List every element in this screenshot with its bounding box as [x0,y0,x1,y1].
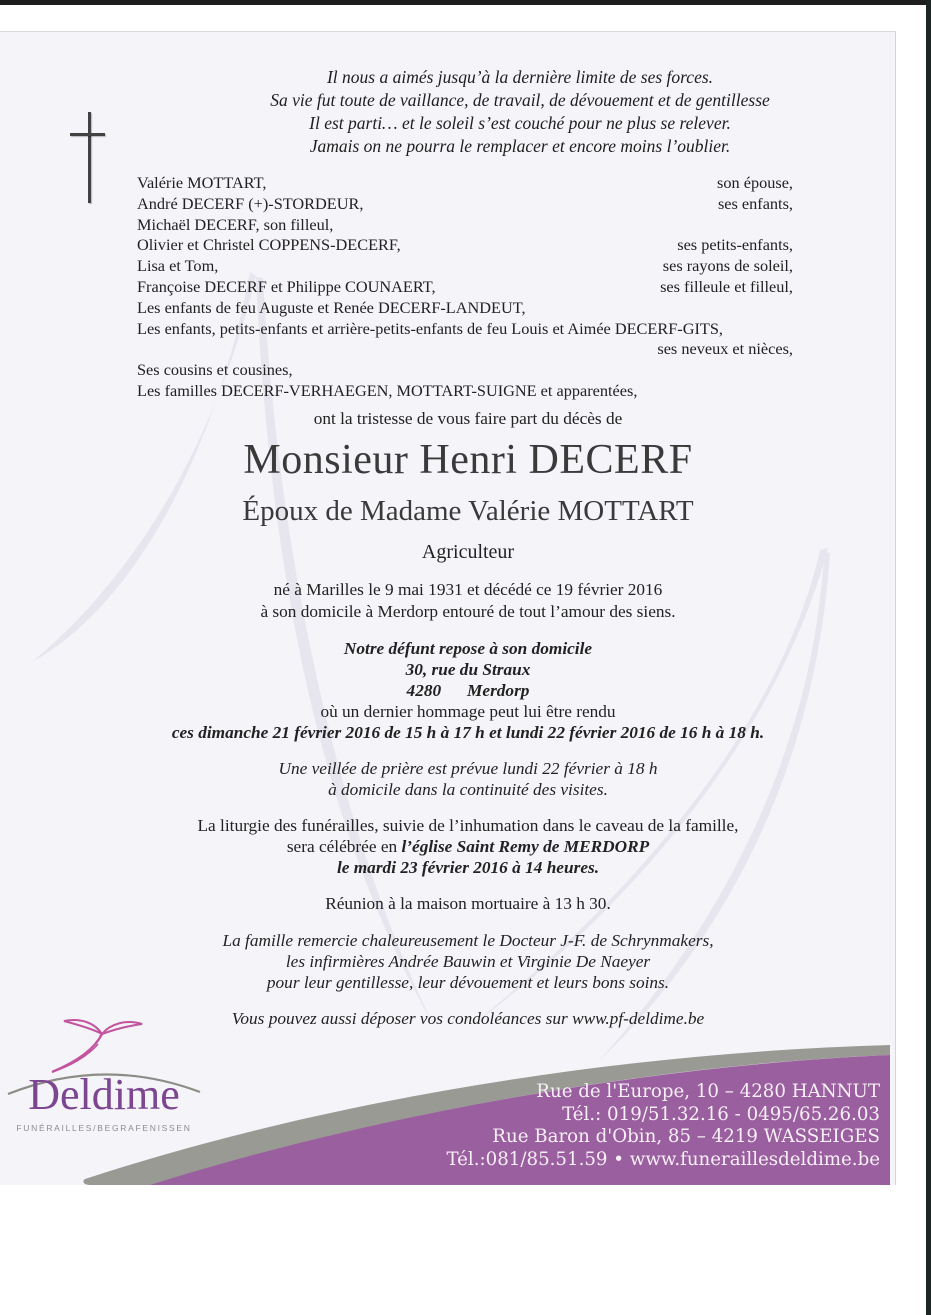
scan-right-edge [926,0,931,1315]
reunion-line: Réunion à la maison mortuaire à 13 h 30. [325,894,611,913]
family-row: Valérie MOTTART, son épouse, [137,173,793,192]
hommage-line: où un dernier hommage peut lui être rendu [320,702,616,721]
logo-name: Deldime [28,1070,180,1119]
family-row: Michaël DECERF, son filleul, [137,214,334,234]
family-row: Les enfants de feu Auguste et Renée DECERF-LANDEUT, [137,297,526,317]
address-line: Rue de l'Europe, 10 – 4280 HANNUT [536,1081,880,1102]
liturgy-date: le mardi 23 février 2016 à 14 heures. [336,858,600,877]
epigraph-line: Il est parti… et le soleil s’est couché pour ne plus se relever. [309,113,731,133]
family-row: Les familles DECERF-VERHAEGEN, MOTTART-SUIGNE et apparentées, [137,380,638,400]
visiting-times: ces dimanche 21 février 2016 de 15 h à 17 h et lundi 22 février 2016 de 16 h à 18 h. [171,723,765,742]
logo-tagline: FUNÉRAILLES/BEGRAFENISSEN [16,1123,192,1133]
family-row: Lisa et Tom, ses rayons de soleil, [137,256,793,276]
repose-address-street: 30, rue du Straux [405,660,531,679]
life-dates-line: né à Marilles le 9 mai 1931 et décédé ce 19 février 2016 [273,580,663,599]
veillee-line2: à domicile dans la continuité des visites. [328,780,608,799]
epigraph [205,66,835,158]
epigraph-line: Jamais on ne pourra le remplacer et encore moins l’oublier. [309,136,731,156]
life-place-line: à son domicile à Merdorp entouré de tout l’amour des siens. [260,602,676,621]
liturgy-line1: La liturgie des funérailles, suivie de l’inhumation dans le caveau de la famille, [197,816,739,835]
address-line: Rue Baron d'Obin, 85 – 4219 WASSEIGES [492,1126,880,1148]
family-row: André DECERF (+)-STORDEUR, ses enfants, [137,193,793,213]
footer-address [390,1081,880,1171]
veillee-line1: Une veillée de prière est prévue lundi 22 février à 18 h [278,759,658,778]
epigraph-line: Sa vie fut toute de vaillance, de travail, de dévouement et de gentillesse [270,90,770,110]
family-list [137,173,793,402]
church-name: l’église Saint Remy de MERDORP [401,837,650,856]
thanks-line1: La famille remercie chaleureusement le Docteur J-F. de Schrynmakers, [222,931,714,950]
family-row: Françoise DECERF et Philippe COUNAERT, ses filleule et filleul, [137,276,793,296]
dove-icon [36,1016,166,1074]
family-row: ses neveux et nièces, [657,339,793,359]
family-row: Olivier et Christel COPPENS-DECERF, ses petits-enfants, [137,235,793,255]
condolences-line: Vous pouvez aussi déposer vos condoléances sur www.pf-deldime.be [231,1009,705,1028]
memorial-card-page [0,31,896,1185]
scan-top-edge [0,0,931,5]
deceased-occupation: Agriculteur [421,541,515,563]
repose-intro: Notre défunt repose à son domicile [343,639,593,658]
address-line: Tél.:081/85.51.59 • www.funeraillesdeldime.be [446,1148,880,1170]
announcement-line: ont la tristesse de vous faire part du décès de [313,409,623,428]
family-row: Les enfants, petits-enfants et arrière-petits-enfants de feu Louis et Aimée DECERF-GITS, [137,318,723,338]
deceased-name: Monsieur Henri DECERF [243,437,693,483]
liturgy-line2: sera célébrée en l’église Saint Remy de MERDORP [286,837,650,856]
family-row: Ses cousins et cousines, [137,360,293,380]
thanks-line2: les infirmières Andrée Bauwin et Virginie De Naeyer [285,952,651,971]
repose-address-city: 4280 Merdorp [406,681,530,700]
address-line: Tél.: 019/51.32.16 - 0495/65.26.03 [562,1103,880,1125]
thanks-line3: pour leur gentillesse, leur dévouement et leurs bons soins. [266,973,670,992]
deceased-subtitle: Époux de Madame Valérie MOTTART [242,495,694,527]
epigraph-line: Il nous a aimés jusqu’à la dernière limite de ses forces. [326,67,714,87]
